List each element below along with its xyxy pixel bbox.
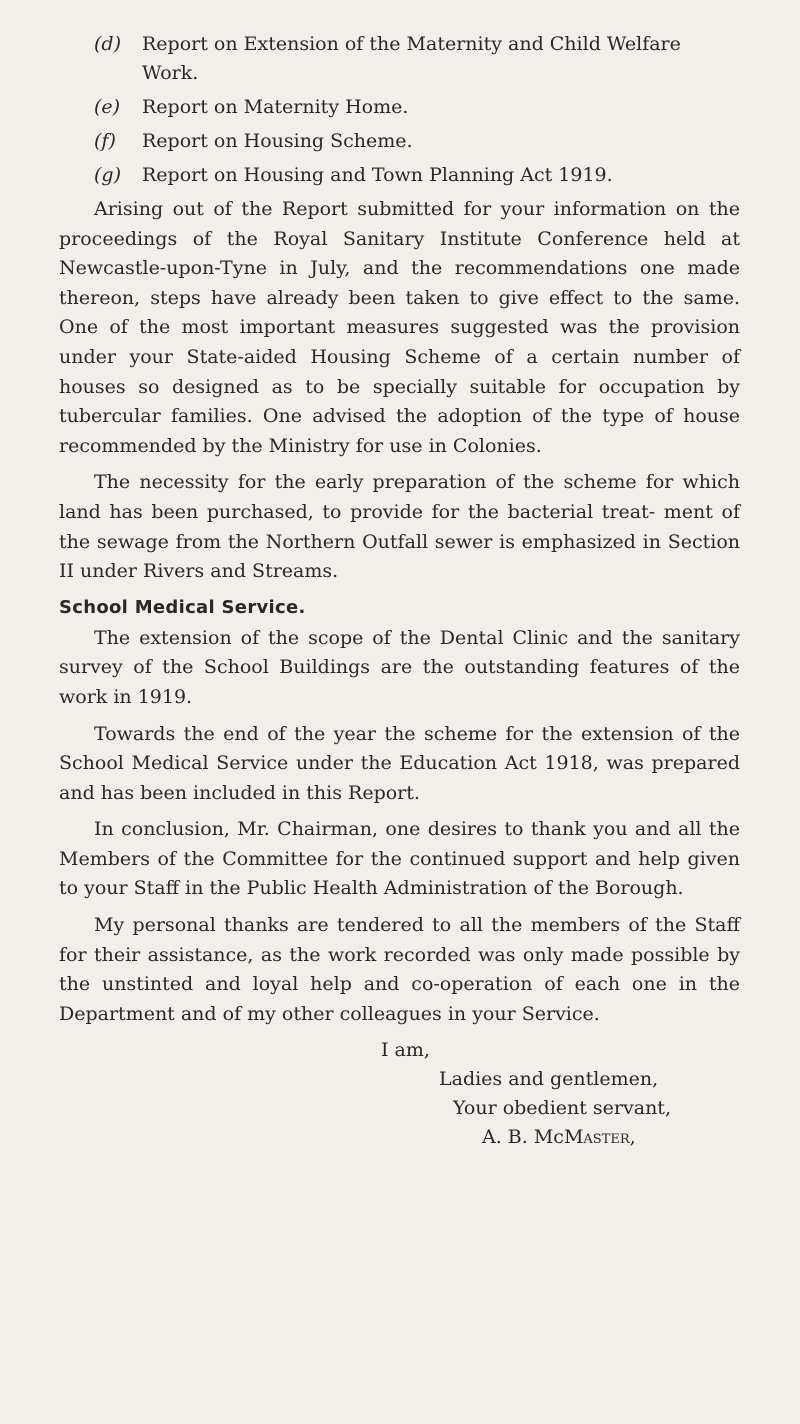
list-marker: (f) xyxy=(94,130,116,152)
paragraph-thanks: My personal thanks are tendered to all the members of the Staff for their assistance, as the work recorded was only made possible by the unstinted and loyal help and co-operation of each one in the Department and of my other colleagues in your Service. xyxy=(59,914,740,1025)
paragraph-sewage: The necessity for the early preparation of the scheme for which land has been purchased, to provide for the bacterial treat- ment of the sewage from the Northern Outfall sewer is emphasized in Section II under Rivers and Streams. xyxy=(59,471,740,583)
signature-suffix: , xyxy=(629,1126,636,1149)
paragraph-dental-clinic: The extension of the scope of the Dental Clinic and the sanitary survey of the School Buildings are the outstanding features of the work in 1919. xyxy=(59,626,740,708)
list-item-e xyxy=(59,93,740,122)
list-item-g xyxy=(59,161,740,190)
signature-surname: Master xyxy=(563,1126,630,1149)
paragraph-conference: Arising out of the Report submitted for your information on the proceedings of the Royal Sanitary Institute Conference held at Newcastle-upon-Tyne in July, and the recommendations one made thereon, steps have already been taken to give effect to the same. One of the most important measures suggested was the provision under your State-aided Housing Scheme of a certain number of houses so designed as to be specially suitable for occupation by tubercular families. One advised the adoption of the type of house recommended by the Ministry for use in Colonies. xyxy=(59,198,740,457)
closing-line-i-am: I am, xyxy=(381,1039,430,1062)
paragraph-school-medical: Towards the end of the year the scheme for the extension of the School Medical Service under the Education Act 1918, was prepared and has been included in this Report. xyxy=(59,722,740,804)
closing-salutation: Ladies and gentlemen, xyxy=(439,1068,659,1091)
list-marker: (g) xyxy=(94,164,122,186)
list-marker: (d) xyxy=(94,33,122,55)
list-item-text: Report on Housing Scheme. xyxy=(142,130,413,152)
list-item-text: Report on Extension of the Maternity and Child Welfare Work. xyxy=(142,33,681,84)
list-item-text: Report on Housing and Town Planning Act 1919. xyxy=(142,164,613,186)
list-item-text: Report on Maternity Home. xyxy=(142,96,409,118)
list-marker: (e) xyxy=(94,96,121,118)
section-heading: School Medical Service. xyxy=(59,596,306,618)
signature-prefix: A. B. Mc xyxy=(482,1126,564,1149)
list-item-f xyxy=(59,127,740,156)
list-item-d xyxy=(59,30,740,88)
signature xyxy=(59,1123,740,1152)
paragraph-conclusion: In conclusion, Mr. Chairman, one desires to thank you and all the Members of the Committee for the continued support and help given to your Staff in the Public Health Administration of the Borough. xyxy=(59,818,740,900)
closing-valediction: Your obedient servant, xyxy=(453,1097,671,1120)
letter-closing xyxy=(59,1036,740,1152)
